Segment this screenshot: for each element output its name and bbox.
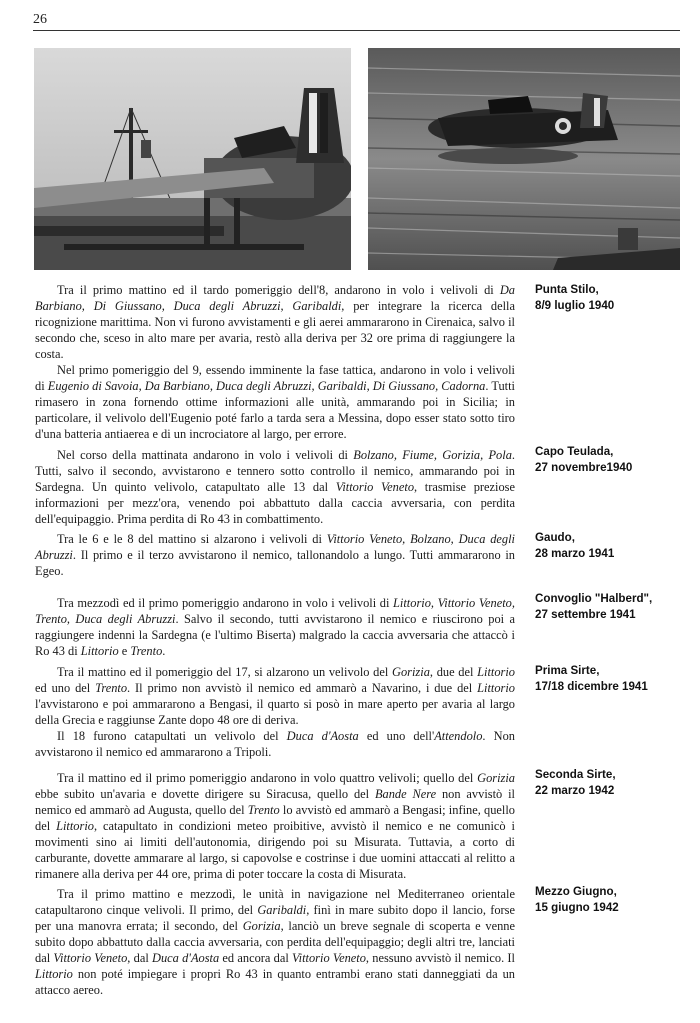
text-run: , nessuno avvistò il nemico. Il <box>365 951 515 965</box>
text-run: ed uno dell' <box>358 729 435 743</box>
entry-sidenote <box>535 663 675 695</box>
sidenote-date: 22 marzo 1942 <box>535 784 615 797</box>
entry-prima-sirte <box>35 664 515 760</box>
entry-paragraph <box>35 728 515 760</box>
ship-name: Trento <box>247 803 280 817</box>
entry-paragraph <box>35 595 515 659</box>
ship-name: Garibaldi <box>257 903 307 917</box>
sidenote-date: 28 marzo 1941 <box>535 547 615 560</box>
sidenote-place: Punta Stilo, <box>535 283 599 296</box>
text-run: . Il primo e il terzo avvistarono il nemico, tallonandolo a lungo. Tutti ammararono in Egeo. <box>35 548 515 578</box>
sidenote-place: Gaudo, <box>535 531 575 544</box>
ship-name: Littorio <box>477 665 515 679</box>
ship-name: Vittorio Veneto, Bolzano, Duca degli Abruzzi <box>35 532 515 562</box>
text-run: ed ancora dal <box>219 951 293 965</box>
ship-name: Vittorio Veneto <box>292 951 366 965</box>
photo-seaplane-on-ship <box>34 48 351 270</box>
ship-name: Littorio <box>80 644 119 658</box>
ship-name: Eugenio di Savoia, Da Barbiano, Duca degli Abruzzi, Garibaldi, Di Giussano, Cadorna <box>47 379 486 393</box>
text-run: , trasmise preziose informazioni per mezz'ora, venendo poi abbattuto dalla caccia avversaria, con perdita dell'equipaggio. Prima perdita di Ro 43 in combattimento. <box>35 480 515 526</box>
text-run: . Il primo non avvistò il nemico ed ammarò a Navarino, i due del <box>127 681 478 695</box>
ship-name: Duca d'Aosta <box>286 729 359 743</box>
entry-seconda-sirte <box>35 770 515 882</box>
text-run: Tra il mattino ed il primo pomeriggio andarono in volo quattro velivoli; quello del <box>57 771 478 785</box>
entry-sidenote <box>535 530 675 562</box>
ship-name: Littorio, Vittorio Veneto, Trento, Duca degli Abruzzi <box>35 596 515 626</box>
text-run: Nel primo pomeriggio del 9, essendo imminente la fase tattica, andarono in volo i velivoli di <box>35 363 515 393</box>
text-run: Nel corso della mattinata andarono in volo i velivoli di <box>57 448 354 462</box>
entry-mezzo-giugno <box>35 886 515 998</box>
ship-name: Bolzano, Fiume, Gorizia, Pola <box>353 448 512 462</box>
entry-sidenote <box>535 884 675 916</box>
text-run: l'avvistarono e poi ammararono a Bengasi, il quarto si posò in mare aperto per avaria al largo della Grecia e raggiunse Zante dopo 48 ore di deriva. <box>35 697 515 727</box>
text-run: , per integrare la ricerca della ricognizione marittima. Non vi furono avvistamenti e gli aerei ammararono in Cirenaica, salvo il secondo che, sceso in alto mare per avaria, restò alla deriva per 32 ore prima di raggiungere la costa. <box>35 299 515 361</box>
ship-name: Gorizia <box>242 919 281 933</box>
ship-name: Da Barbiano, Di Giussano, Duca degli Abruzzi, Garibaldi <box>35 283 515 313</box>
entry-sidenote <box>535 591 675 623</box>
entry-paragraph <box>35 362 515 442</box>
ship-name: Littorio <box>56 819 94 833</box>
entry-paragraph <box>35 770 515 882</box>
sidenote-place: Seconda Sirte, <box>535 768 616 781</box>
sidenote-date: 17/18 dicembre 1941 <box>535 680 648 693</box>
text-run: Tra le 6 e le 8 del mattino si alzarono i velivoli di <box>57 532 327 546</box>
ship-name: Vittorio Veneto <box>335 480 415 494</box>
text-run: , due del <box>429 665 478 679</box>
ship-name: Trento <box>95 681 128 695</box>
entry-capo-teulada <box>35 447 515 527</box>
text-run: , dal <box>127 951 153 965</box>
text-run: Il 18 furono catapultati un velivolo del <box>57 729 287 743</box>
ship-name: Duca d'Aosta <box>152 951 220 965</box>
text-run: , catapultato in condizioni meteo proibitive, avvistò il nemico e ne comunicò i movimenti sino ai limiti dell'autonomia, dirigendo poi su Misurata. Tuttavia, a corto di carburante, dovette ammarare al largo, si capovolse e costrinse i due uomini attaccati al relitto a rimanere alla deriva per 44 ore, prima di poter toccare la costa di Misurata. <box>35 819 515 881</box>
page-number: 26 <box>33 12 47 27</box>
entry-sidenote <box>535 444 675 476</box>
header-rule <box>33 30 680 31</box>
text-run: . Non avvistarono il nemico ed ammararono a Tripoli. <box>35 729 515 759</box>
entry-sidenote <box>535 767 675 799</box>
text-run: . Salvo il secondo, tutti avvistarono il nemico e riuscirono poi a raggiungere indenni la Sardegna (e l'ultimo Biserta) malgrado la caccia avversaria che attaccò i Ro 43 di <box>35 612 515 658</box>
sidenote-date: 27 settembre 1941 <box>535 608 636 621</box>
ship-name: Vittorio Veneto <box>53 951 128 965</box>
sidenote-date: 8/9 luglio 1940 <box>535 299 615 312</box>
entry-paragraph <box>35 886 515 998</box>
ship-name: Trento <box>130 644 163 658</box>
sidenote-date: 15 giugno 1942 <box>535 901 619 914</box>
entry-paragraph <box>35 447 515 527</box>
text-run: ebbe subito un'avaria e dovette dirigere su Siracusa, quello del <box>35 787 375 801</box>
sidenote-place: Convoglio "Halberd", <box>535 592 653 605</box>
ship-name: Littorio <box>477 681 515 695</box>
text-run: lo avvistò ed ammarò a Bengasi; infine, quello del <box>35 803 515 833</box>
sidenote-place: Prima Sirte, <box>535 664 600 677</box>
ship-name: Attendolo <box>434 729 483 743</box>
text-run: Tra il mattino ed il pomeriggio del 17, si alzarono un velivolo del <box>57 665 393 679</box>
text-run: ed uno del <box>35 681 96 695</box>
sidenote-place: Capo Teulada, <box>535 445 614 458</box>
entry-gaudo <box>35 531 515 579</box>
sidenote-place: Mezzo Giugno, <box>535 885 617 898</box>
text-run: Tra il primo mattino e mezzodì, le unità in navigazione nel Mediterraneo orientale catapultarono cinque velivoli. Il primo, del <box>35 887 515 917</box>
ship-name: Gorizia <box>392 665 430 679</box>
entry-sidenote <box>535 282 675 314</box>
photo-seaplane-on-water <box>368 48 680 270</box>
entry-paragraph <box>35 664 515 728</box>
entry-punta-stilo <box>35 282 515 442</box>
text-run: Tra mezzodì ed il primo pomeriggio andarono in volo i velivoli di <box>57 596 394 610</box>
ship-name: Littorio <box>35 967 73 981</box>
ship-name: Bande Nere <box>374 787 437 801</box>
sidenote-date: 27 novembre1940 <box>535 461 633 474</box>
entry-paragraph <box>35 282 515 362</box>
text-run: Tra il primo mattino ed il tardo pomeriggio dell'8, andarono in volo i velivoli di <box>57 283 500 297</box>
entry-convoglio-halberd <box>35 595 515 659</box>
entry-paragraph <box>35 531 515 579</box>
ship-name: Gorizia <box>477 771 515 785</box>
text-run: e <box>118 644 131 658</box>
text-run: non avvistò il nemico ed ammarò ad Augusta, quello del <box>35 787 515 817</box>
text-run: . Tutti rimasero in zona fornendo ottime informazioni alle unità, ammarando poi in Sicilia; in particolare, il velivolo dell'Eugenio poté farlo a tarda sera a Messina, dopo esser stato sotto tiro d'una batteria antiaerea e di un incrociatore al largo, per errore. <box>35 379 515 441</box>
text-run: . <box>162 644 166 658</box>
text-run: . Tutti, salvo il secondo, avvistarono e tennero sotto controllo il nemico, ammarando poi in Sardegna. Un quinto velivolo, catapultato alle 13 dal <box>35 448 516 494</box>
text-run: non poté impiegare i propri Ro 43 in quanto entrambi erano stati danneggiati da un attacco aereo. <box>35 967 515 997</box>
text-run: , finì in mare subito dopo il lancio, forse per una manovra errata; il secondo, del <box>35 903 515 933</box>
text-run: , lanciò un breve segnale di scoperta e venne subito dopo abbattuto dalla caccia avversaria, con perdita dell'equipaggio; degli altri tre, lanciati dal <box>35 919 516 965</box>
